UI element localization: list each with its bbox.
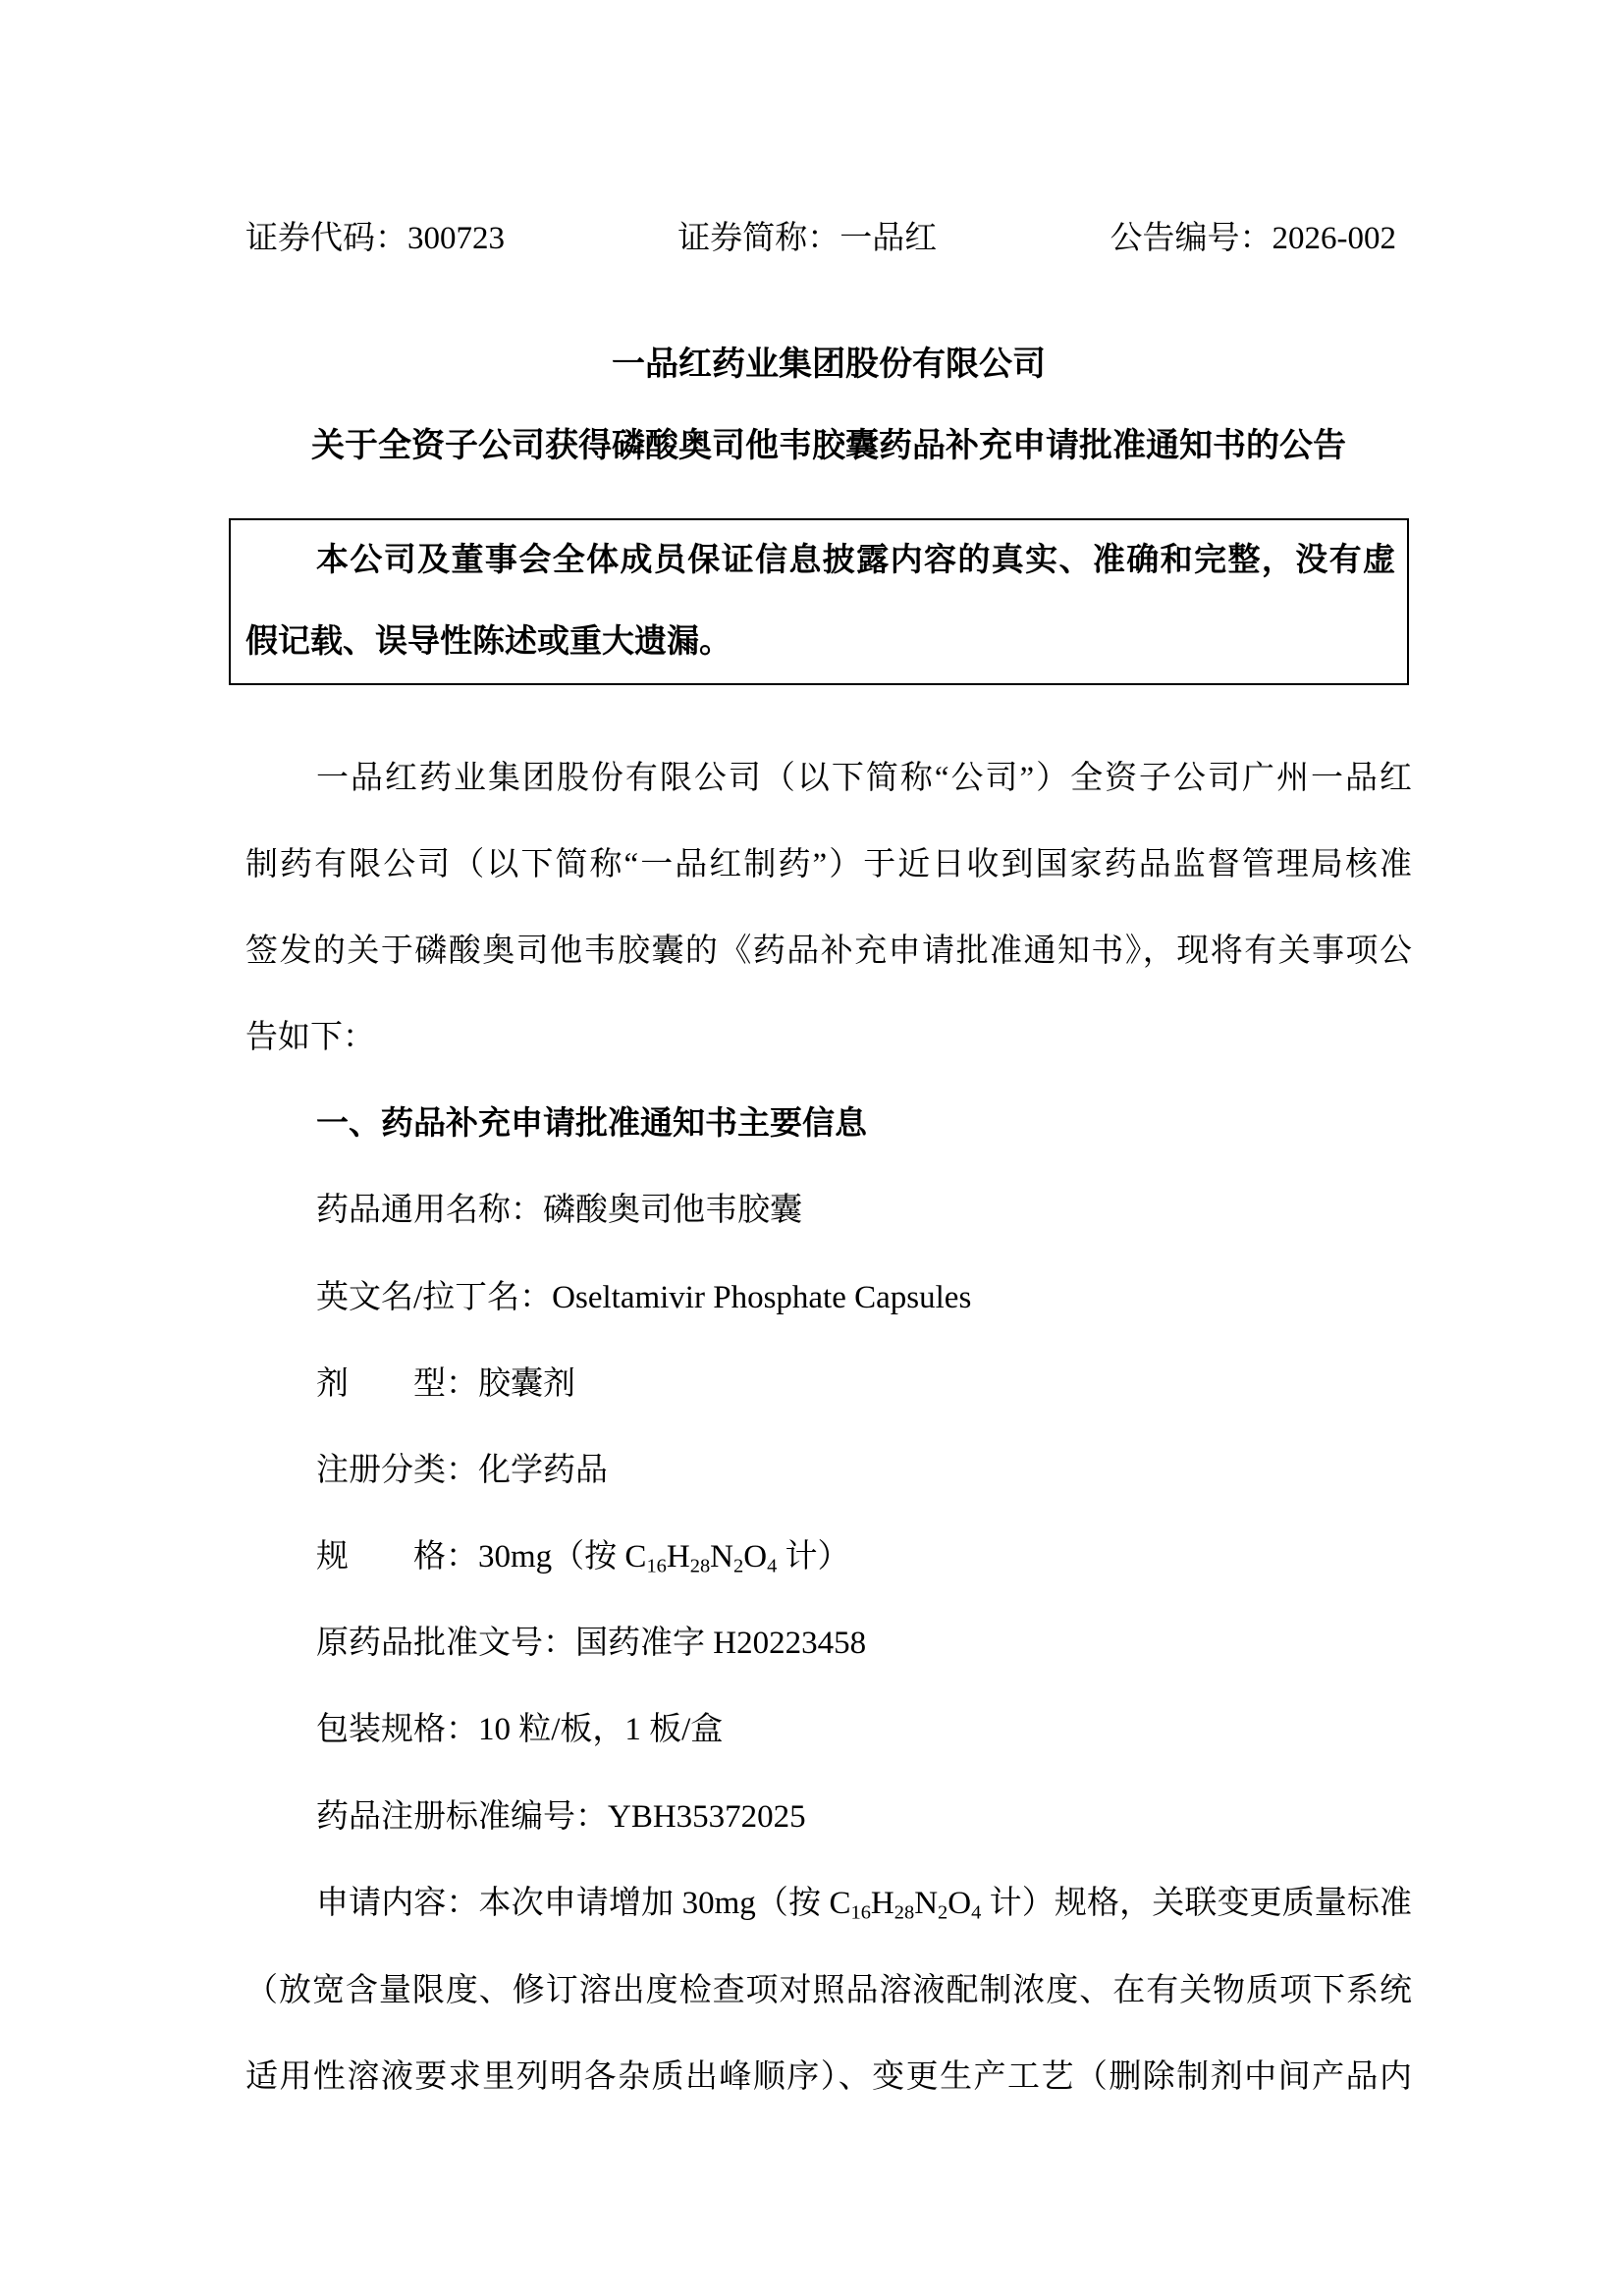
formula-subscript: 2 — [733, 1555, 744, 1577]
disclaimer-box — [229, 518, 1409, 685]
formula-subscript: 16 — [850, 1901, 871, 1924]
stock-code: 证券代码：300723 — [245, 221, 505, 256]
document-header-row — [245, 195, 1396, 282]
formula-subscript: 4 — [971, 1901, 982, 1924]
drug-specification — [245, 1514, 1412, 1600]
intro-paragraph-line-1: 一品红药业集团股份有限公司（以下简称“公司”）全资子公司广州一品红 — [316, 761, 1412, 796]
disclaimer-line-1: 本公司及董事会全体成员保证信息披露内容的真实、准确和完整，没有虚 — [316, 543, 1395, 578]
dosage-form: 剂 型：胶囊剂 — [316, 1366, 575, 1402]
formula-element: H — [666, 1539, 690, 1575]
drug-generic-name: 药品通用名称：磷酸奥司他韦胶囊 — [316, 1193, 802, 1228]
announcement-title: 关于全资子公司获得磷酸奥司他韦胶囊药品补充申请批准通知书的公告 — [311, 428, 1346, 464]
disclaimer-line-2: 假记载、误导性陈述或重大遗漏。 — [245, 624, 731, 660]
application-content-line-3: 适用性溶液要求里列明各杂质出峰顺序）、变更生产工艺（删除制剂中间产品内 — [245, 2059, 1412, 2095]
application-content-line-2: （放宽含量限度、修订溶出度检查项对照品溶液配制浓度、在有关物质项下系统 — [245, 1973, 1412, 2008]
registration-standard-number: 药品注册标准编号：YBH35372025 — [316, 1799, 806, 1835]
formula-element: O — [743, 1539, 768, 1575]
formula-subscript: 4 — [767, 1555, 778, 1577]
company-name-title: 一品红药业集团股份有限公司 — [612, 347, 1046, 383]
registration-class: 注册分类：化学药品 — [316, 1453, 608, 1488]
spec-text-end: 计） — [777, 1539, 850, 1575]
package-specification: 包装规格：10 粒/板，1 板/盒 — [316, 1712, 724, 1747]
application-content-line-1 — [245, 1860, 1412, 1947]
formula-element: N — [914, 1886, 939, 1921]
formula-subscript: 2 — [938, 1901, 948, 1924]
formula-subscript: 16 — [646, 1555, 667, 1577]
formula-element: O — [947, 1886, 972, 1921]
formula-element: H — [870, 1886, 894, 1921]
intro-paragraph-line-2: 制药有限公司（以下简称“一品红制药”）于近日收到国家药品监督管理局核准 — [245, 847, 1412, 882]
formula-subscript: 28 — [689, 1555, 711, 1577]
formula-subscript: 28 — [893, 1901, 915, 1924]
stock-short-name: 证券简称：一品红 — [677, 221, 938, 256]
announcement-number: 公告编号：2026-002 — [1110, 221, 1396, 256]
application-text-end: 计）规格，关联变更质量标准 — [981, 1886, 1413, 1921]
intro-paragraph-line-3: 签发的关于磷酸奥司他韦胶囊的《药品补充申请批准通知书》，现将有关事项公 — [245, 934, 1412, 969]
original-approval-number: 原药品批准文号：国药准字 H20223458 — [316, 1626, 867, 1661]
application-text: 申请内容：本次申请增加 30mg（按 C — [316, 1886, 851, 1921]
spec-text: 规 格：30mg（按 C — [316, 1539, 647, 1575]
formula-element: N — [710, 1539, 733, 1575]
drug-english-name: 英文名/拉丁名：Oseltamivir Phosphate Capsules — [316, 1280, 972, 1315]
section-1-heading: 一、药品补充申请批准通知书主要信息 — [316, 1106, 867, 1142]
intro-paragraph-line-4: 告如下： — [245, 1020, 375, 1055]
